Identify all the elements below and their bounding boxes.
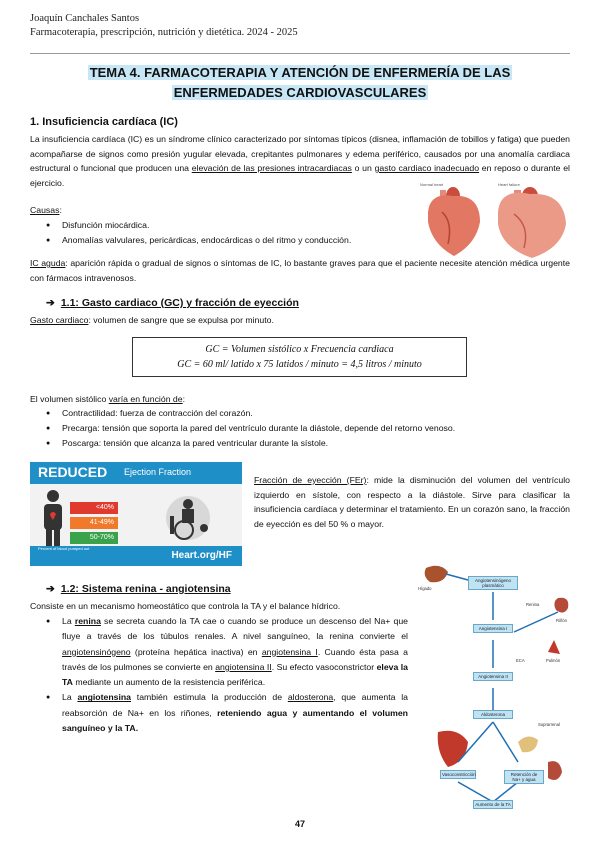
formula-box [132, 337, 467, 377]
wheelchair-icon [148, 492, 228, 544]
ef-bar-mid: 41-49% [70, 517, 118, 529]
volumen-sistolico-intro: El volumen sistólico varía en función de: [30, 394, 186, 404]
formula-line-1: GC = Volumen sistólico x Frecuencia cardiaca [205, 344, 394, 355]
ef-bar-low: <40% [70, 502, 118, 514]
title-line-1: TEMA 4. FARMACOTERAPIA Y ATENCIÓN DE ENFERMERÍA DE LAS [89, 65, 511, 80]
raa-intro: Consiste en un mecanismo homeostático que controla la TA y el balance hídrico. [30, 601, 341, 611]
diagram-node: Angiotensinógeno plasmático [468, 576, 518, 590]
section-1-heading: 1. Insuficiencia cardíaca (IC) [30, 116, 178, 128]
list-item: ● Poscarga: tensión que alcanza la pared ventricular durante la sístole. [30, 436, 570, 451]
list-item: ● La angiotensina también estimula la producción de aldosterona, que aumenta la reabsorción de Na+ en los riñones, reteniendo agua y aumentando el volumen sanguíneo y la TA. [30, 690, 408, 736]
page-number: 47 [294, 819, 305, 829]
section-1-1-heading: ➔ 1.1: Gasto cardiaco (GC) y fracción de eyección [46, 297, 299, 309]
acute-ic-paragraph: IC aguda: aparición rápida o gradual de signos o síntomas de IC, lo bastante graves para que el paciente necesite atención médica urgente con fármacos intravenosos. [30, 258, 570, 283]
diagram-node: Aumento de la TA [473, 800, 513, 809]
formula-line-2: GC = 60 ml/ latido x 75 latidos / minuto = 4,5 litros / minuto [177, 359, 422, 370]
ef-source: Heart.org/HF [171, 550, 232, 561]
title-line-2: ENFERMEDADES CARDIOVASCULARES [173, 85, 427, 100]
list-item: ● Disfunción miocárdica. [30, 218, 410, 233]
raa-diagram [418, 562, 581, 812]
section-1-2-heading: ➔ 1.2: Sistema renina - angiotensina [46, 583, 231, 595]
ef-subtitle: Ejection Fraction [124, 467, 192, 477]
page-header [30, 12, 298, 40]
header-divider [30, 53, 570, 54]
ef-bar-normal: 50-70% [70, 532, 118, 544]
diagram-label: Riñón [556, 618, 567, 623]
list-item: ● Anomalías valvulares, pericárdicas, endocárdicas o del ritmo y conducción. [30, 233, 410, 248]
factors-list [30, 406, 570, 451]
list-item: ● Contractilidad: fuerza de contracción del corazón. [30, 406, 570, 421]
author-name: Joaquín Canchales Santos [30, 13, 140, 24]
person-icon [40, 488, 66, 546]
diagram-label: Suprarrenal [538, 722, 560, 727]
diagram-label: Renina [526, 602, 540, 607]
raa-list [30, 614, 408, 736]
causes-heading: Causas: [30, 205, 62, 215]
diagram-node: Aldosterona [473, 710, 513, 719]
fraccion-eyeccion-paragraph: Fracción de eyección (FEr): mide la disminución del volumen del ventrículo izquierdo en sístole, con respecto a la diástole. Sirve para clasificar la insuficiencia cardíaca y determinar el tratamiento. En un corazón sano, la fracción de eyección es del 50 % o mayor. [254, 475, 570, 529]
diagram-node: Vasoconstricción [442, 772, 476, 777]
heart-illustration: Normal heart Heart failure [418, 182, 572, 260]
ejection-fraction-image [30, 462, 242, 566]
diagram-node: Retención de Na+ y agua [504, 770, 544, 784]
diagram-label: Hígado [418, 586, 432, 591]
list-item: ● Precarga: tensión que soporta la pared del ventrículo durante la diástole, depende del retorno venoso. [30, 421, 570, 436]
diagram-node: Angiotensina II [473, 672, 513, 681]
ef-reduced-label: REDUCED [38, 464, 108, 480]
list-item: ● La renina se secreta cuando la TA cae o cuando se produce un descenso del Na+ que fluye a través de los túbulos renales. A nivel sanguíneo, la renina convierte el angiotensinógeno (proteína hepática inactiva) en angiotensina I. Cuando ésta pasa a través de los pulmones se convierte en angiotensina II. Su efecto vasoconstrictor eleva la TA mediante un aumento de la resistencia periférica. [30, 614, 408, 690]
causes-list [30, 218, 410, 248]
diagram-label: Pulmón [546, 658, 561, 663]
diagram-node: Angiotensina I [473, 624, 513, 633]
heart-drawing [418, 182, 572, 260]
gasto-cardiaco-definition: Gasto cardiaco: volumen de sangre que se expulsa por minuto. [30, 315, 274, 325]
ef-caption: Percent of blood pumped out [38, 546, 90, 551]
ic-definition: La insuficiencia cardíaca (IC) es un síndrome clínico caracterizado por síntomas típicos (disnea, inflamación de tobillos y fatiga) que pueden acompañarse de signos como presión yugular elevada, crepitantes pulmonares y edema periférico, causados por una anomalía cardiaca estructural o funcional que producen una elevación de las presiones intracardiacas o un gasto cardiaco inadecuado en reposo o durante el ejercicio. [30, 134, 570, 188]
diagram-label: ECA [516, 658, 525, 663]
course-name: Farmacoterapia, prescripción, nutrición y dietética. 2024 - 2025 [30, 27, 298, 38]
chapter-title [78, 63, 522, 103]
